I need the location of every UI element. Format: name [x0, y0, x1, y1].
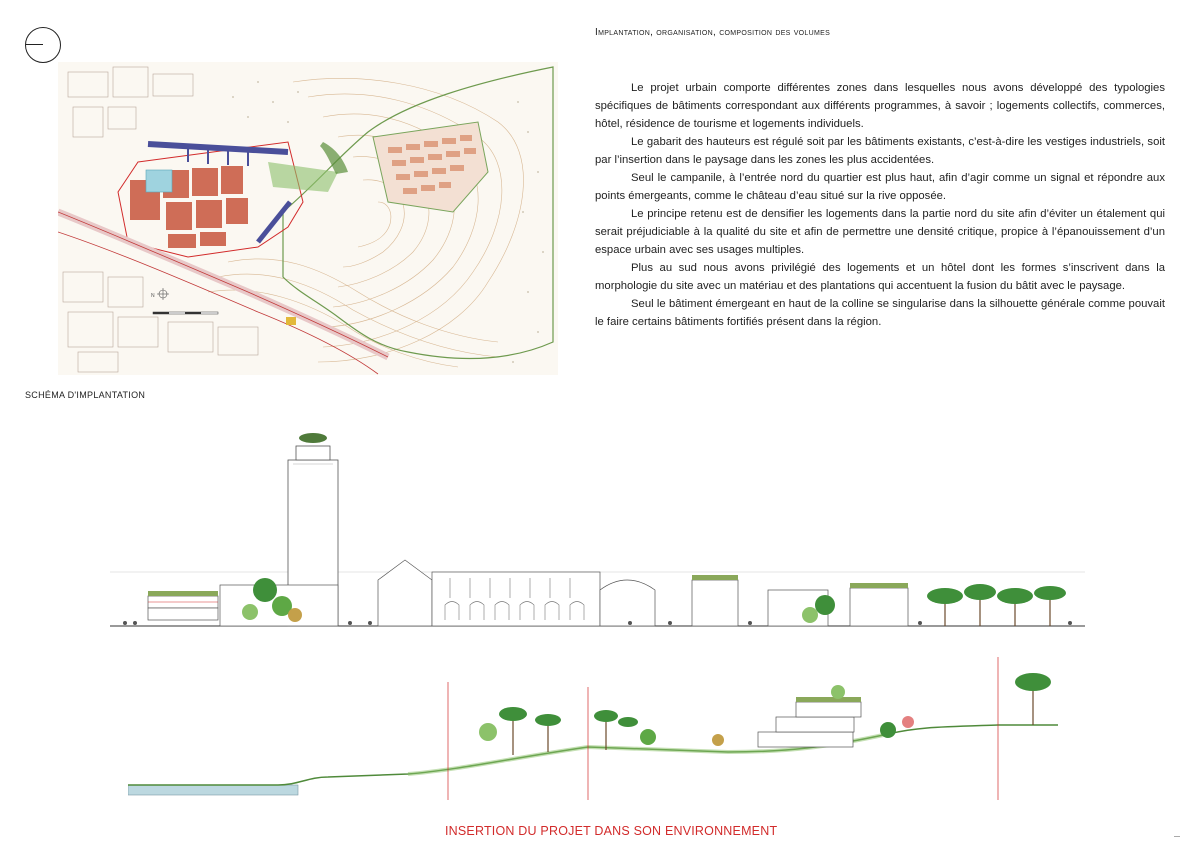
body-text: [595, 79, 1165, 331]
scale-bar: [153, 312, 218, 314]
site-plan-map: [58, 62, 558, 375]
street-elevation-drawing: [110, 420, 1085, 635]
map-caption: SCHÉMA D'IMPLANTATION: [25, 390, 146, 400]
paragraph: Le projet urbain comporte différentes zones dans lesquelles nous avons développé des typologies spécifiques de bâtiments correspondant aux différents programmes, à savoir ; logements collectifs, commerces, hôtel, résidence de tourisme et logements individuels.: [595, 82, 1165, 130]
footer-title: INSERTION DU PROJET DANS SON ENVIRONNEMENT: [445, 824, 778, 838]
paragraph: Plus au sud nous avons privilégié des logements et un hôtel dont les formes s’inscrivent dans la morphologie du site avec un matériau et des plantations qui accentuent la fusion du bâtit avec le paysage.: [595, 262, 1165, 292]
section-title: Implantation, organisation, composition des volumes: [595, 27, 831, 38]
svg-text:N: N: [151, 293, 155, 299]
corner-mark: [1174, 836, 1180, 837]
paragraph: Le gabarit des hauteurs est régulé soit par les bâtiments existants, c’est-à-dire les vestiges industriels, soit par l’insertion dans le paysage dans les zones les plus accidentées.: [595, 136, 1165, 166]
page-marker-icon: [25, 27, 61, 63]
paragraph: Seul le bâtiment émergeant en haut de la colline se singularise dans la silhouette générale comme pouvait le faire certains bâtiments fortifiés présent dans la région.: [595, 298, 1165, 328]
landscape-section-drawing: [128, 652, 1058, 802]
paragraph: Seul le campanile, à l’entrée nord du quartier est plus haut, afin d’agir comme un signal et répondre aux points émergeants, comme le château d’eau situé sur la rive opposée.: [595, 172, 1165, 202]
paragraph: Le principe retenu est de densifier les logements dans la partie nord du site afin d’éviter un étalement qui serait préjudiciable à la qualité du site et afin de permettre une densité critique, propice à l’épanouissement d’un espace urbain avec ses usages multiples.: [595, 208, 1165, 256]
